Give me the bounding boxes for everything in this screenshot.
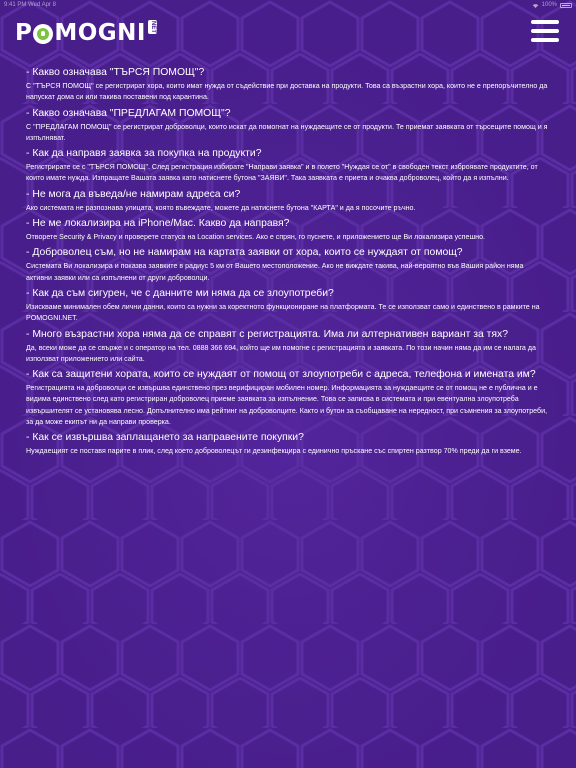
faq-item — [26, 328, 548, 366]
faq-question: - Доброволец съм, но не намирам на картата заявки от хора, които се нуждаят от помощ? — [26, 247, 463, 259]
app-header — [0, 10, 576, 54]
faq-item — [26, 66, 548, 104]
logo-text-end: MOGNI — [54, 20, 146, 46]
faq-item — [26, 287, 548, 325]
faq-answer: С "ТЪРСЯ ПОМОЩ" се регистрират хора, които имат нужда от съдействие при доставка на продукти. Това са възрастни хора, които не е препоръчително да напускат дома си или такива поставени под карантина. — [26, 82, 548, 102]
faq-list — [26, 66, 548, 461]
menu-line — [531, 38, 559, 42]
faq-question: - Как са защитени хората, които се нуждаят от помощ от злоупотреби с адреса, телефона и имената им? — [26, 369, 536, 381]
faq-question: - Не ме локализира на iPhone/Mac. Какво да направя? — [26, 218, 290, 230]
faq-answer: Да, всеки може да се свърже и с оператор на тел. 0888 366 694, който ще им помогне с регистрацията и заявката. По този начин няма да им се налага да използват приложението или сайта. — [26, 343, 536, 363]
faq-item — [26, 107, 548, 145]
faq-question: - Как се извършва заплащането за направените покупки? — [26, 432, 304, 444]
faq-question: - Как да направя заявка за покупка на продукти? — [26, 148, 262, 160]
battery-percent: 100% — [541, 2, 557, 8]
logo[interactable] — [15, 18, 157, 48]
faq-question: - Не мога да въведа/не намирам адреса си? — [26, 188, 241, 200]
status-bar — [0, 0, 576, 10]
menu-line — [531, 20, 559, 24]
faq-answer: Системата Ви локализира и показва заявките в радиус 5 км от Вашето местоположение. Ако не виждате такива, най-вероятно във Вашия район няма активни заявки или са изпълнени от други доброволци. — [26, 262, 524, 282]
hamburger-icon[interactable] — [531, 20, 559, 42]
faq-item — [26, 147, 548, 185]
battery-icon — [560, 3, 572, 8]
logo-heart-icon — [33, 24, 53, 44]
faq-item — [26, 246, 548, 284]
faq-item — [26, 188, 548, 214]
faq-answer: Ако системата не разпознава улицата, която въвеждате, можете да натиснете бутона "КАРТА" и да я посочите ръчно. — [26, 203, 416, 212]
faq-item — [26, 431, 548, 457]
faq-answer: Регистрирате се с "ТЪРСЯ ПОМОЩ". След регистрация избирате "Направи заявка" и в полето "Нуждая се от" в свободен текст изброявате продуктите, от които имате нужда. Изпращате Вашата заявка като натиснете бутона "ЗАЯВИ". Така заявката е приета и очаква доброволец, който да я изпълни. — [26, 163, 538, 183]
logo-badge: NET — [149, 21, 156, 33]
faq-answer: Изискваме минимален обем лични данни, които са нужни за коректното функциониране на платформата. Те се използват само и единствено в рамките на POMOGNI.NET. — [26, 302, 540, 323]
faq-item — [26, 217, 548, 243]
status-icons — [532, 0, 572, 10]
faq-item — [26, 368, 548, 428]
faq-question: - Много възрастни хора няма да се справят с регистрацията. Има ли алтернативен вариант за тях? — [26, 328, 509, 340]
faq-answer: Регистрацията на доброволци се извършва единствено през верифициран мобилен номер. Информацията за нуждаещите се от помощ не е публична и е видима единствено след като регистриран доброволец приеме заявката за изпълнение. Това се записва в системата и при евентуална злоупотреба извършителят се установява лесно. Допълнително има рейтинг на доброволците. Както и бутон за съобщаване на нередност, при съмнения за злоупотреби, за да може екипът ни да направи проверка. — [26, 384, 548, 427]
faq-answer: С "ПРЕДЛАГАМ ПОМОЩ" се регистрират доброволци, които искат да помогнат на нуждаещите се от продукти. Те приемат заявката от търсещите помощ и я изпълняват. — [26, 122, 548, 142]
faq-question: - Как да съм сигурен, че с данните ми няма да се злоупотреби? — [26, 287, 334, 299]
faq-answer: Нуждаещият се поставя парите в плик, след което доброволецът ги дезинфекцира с единично пръскане със спиртен разтвор 70% преди да ги вземе. — [26, 447, 522, 456]
logo-text-start: P — [15, 20, 33, 46]
faq-answer: Отворете Security & Privacy и проверете статуса на Location services. Ако е спрян, го пуснете, и приложението ще Ви локализира успешно. — [26, 233, 485, 242]
wifi-icon — [532, 3, 539, 8]
faq-question: - Какво означава "ТЪРСЯ ПОМОЩ"? — [26, 67, 205, 78]
status-time: 9:41 PM Wed Apr 8 — [4, 2, 56, 8]
faq-question: - Какво означава "ПРЕДЛАГАМ ПОМОЩ"? — [26, 107, 231, 119]
menu-line — [531, 29, 559, 33]
